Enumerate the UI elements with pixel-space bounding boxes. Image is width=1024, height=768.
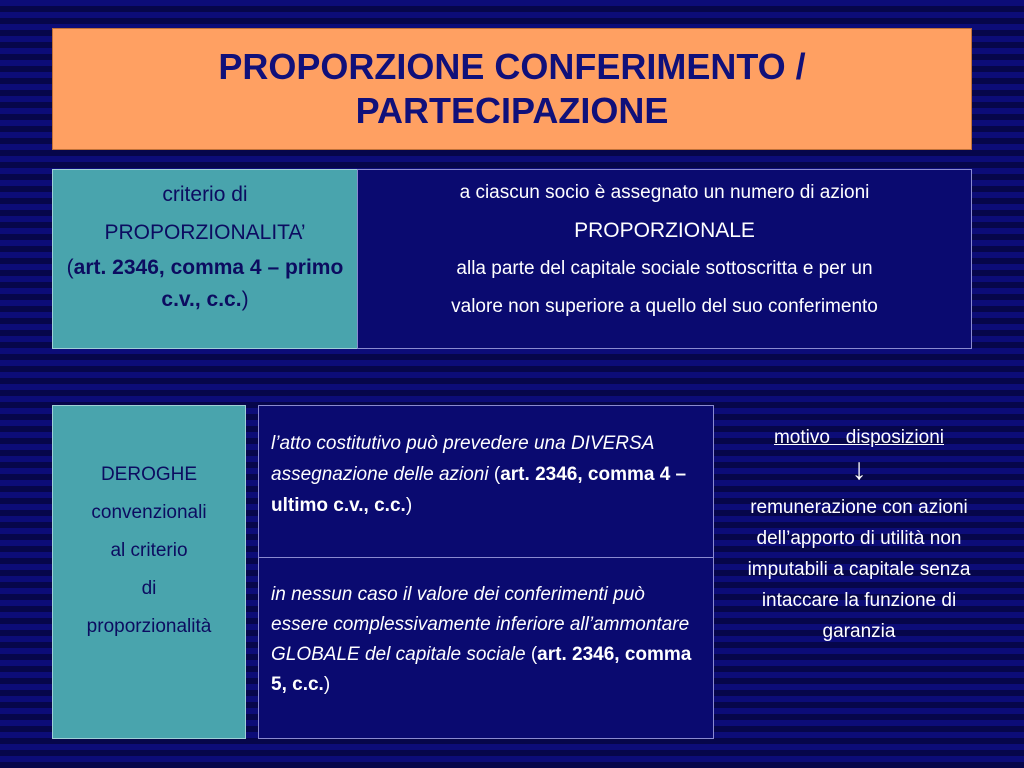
slide-title [52,28,972,150]
deroghe-line-2: convenzionali [91,502,207,523]
title-line-1: PROPORZIONE CONFERIMENTO / [218,46,806,87]
diversa-box [258,405,714,558]
diversa-text: l’atto costitutivo può prevedere una DIVERSA assegnazione delle azioni [271,433,654,485]
deroghe-cell [52,405,246,739]
criterion-label-line-2: PROPORZIONALITA’ [104,221,306,244]
diversa-ref-bold: art. 2346, comma 4 – ultimo c.v., c.c. [271,464,687,516]
criterion-ref-close: ) [241,288,249,311]
criterion-text-line-2: PROPORZIONALE [574,219,755,242]
side-text: remunerazione con azioni dell’apporto di utilità non imputabili a capitale senza intaccare la funzione di garanzia [747,497,971,642]
criterion-label-cell [52,169,358,349]
criterion-ref-bold: art. 2346, comma 4 – primo c.v., c.c. [73,256,344,311]
deroghe-line-3: al criterio [110,540,188,561]
criterion-text-line-3: alla parte del capitale sociale sottoscritta e per un [456,258,873,279]
deroghe-line-4: di [141,578,157,599]
deroghe-line-1: DEROGHE [100,464,198,485]
title-line-2: PARTECIPAZIONE [355,90,669,131]
side-note [734,424,984,647]
criterion-text-line-4: valore non superiore a quello del suo conferimento [451,296,878,317]
criterion-reference [53,252,357,316]
motive-heading: motivo disposizioni [773,427,945,448]
criterion-ref-open: ( [66,256,74,279]
globale-box [258,557,714,739]
globale-text: in nessun caso il valore dei conferimenti può essere complessivamente inferiore all’ammontare GLOBALE del capitale sociale [271,584,690,665]
diversa-ref-open: ( [493,464,501,485]
down-arrow-icon: ↓ [851,453,867,486]
criterion-text-line-1: a ciascun socio è assegnato un numero di azioni [459,182,870,203]
diversa-ref-close: ) [405,495,413,516]
criterion-label-line-1: criterio di [162,183,248,206]
globale-ref-close: ) [323,674,331,695]
globale-ref-bold: art. 2346, comma 5, c.c. [271,644,692,695]
criterion-text-cell [357,169,972,349]
globale-ref-open: ( [525,644,538,665]
deroghe-line-5: proporzionalità [86,616,212,637]
